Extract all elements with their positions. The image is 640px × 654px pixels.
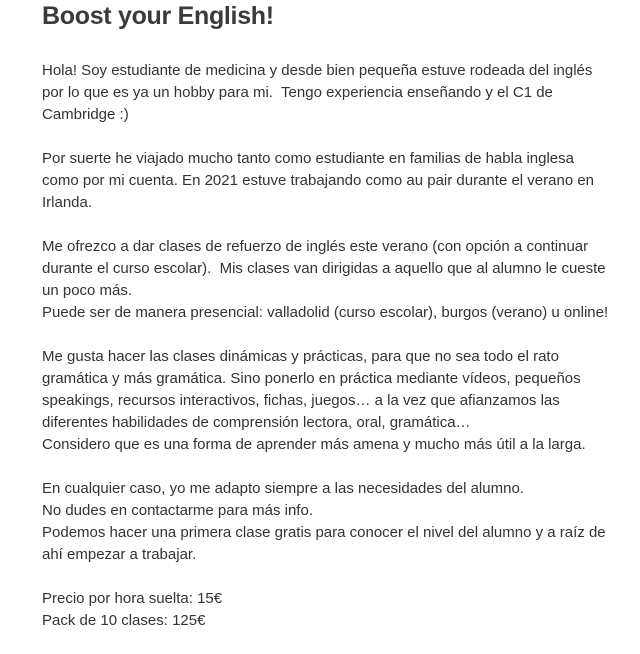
text-line: durante el curso escolar). Mis clases van dirigidas a aquello que al alumno le cueste <box>42 260 606 277</box>
text-line: ahí empezar a trabajar. <box>42 546 197 563</box>
text-line: Hola! Soy estudiante de medicina y desde bien pequeña estuve rodeada del inglés <box>42 62 593 79</box>
paragraph <box>42 60 632 126</box>
text-line: Me gusta hacer las clases dinámicas y prácticas, para que no sea todo el rato <box>42 348 559 365</box>
text-line: En cualquier caso, yo me adapto siempre a las necesidades del alumno. <box>42 480 524 497</box>
text-line: como por mi cuenta. En 2021 estuve trabajando como au pair durante el verano en <box>42 172 595 189</box>
text-line: por lo que es ya un hobby para mi. Tengo experiencia enseñando y el C1 de <box>42 84 553 101</box>
text-line: Por suerte he viajado mucho tanto como estudiante en familias de habla inglesa <box>42 150 574 167</box>
text-line: un poco más. <box>42 282 133 299</box>
text-line: No dudes en contactarme para más info. <box>42 502 313 519</box>
text-line: Considero que es una forma de aprender más amena y mucho más útil a la larga. <box>42 436 586 453</box>
text-line: Me ofrezco a dar clases de refuerzo de inglés este verano (con opción a continuar <box>42 238 589 255</box>
text-line: Puede ser de manera presencial: valladolid (curso escolar), burgos (verano) u online! <box>42 304 609 321</box>
paragraph <box>42 588 632 632</box>
text-line: Precio por hora suelta: 15€ <box>42 590 223 607</box>
paragraph <box>42 478 632 566</box>
text-line: Cambridge :) <box>42 106 129 123</box>
text-line: Pack de 10 clases: 125€ <box>42 612 206 629</box>
paragraph <box>42 236 632 324</box>
text-line: Irlanda. <box>42 194 93 211</box>
paragraph <box>42 346 632 456</box>
text-line: diferentes habilidades de comprensión lectora, oral, gramática… <box>42 414 471 431</box>
description-body <box>42 60 632 654</box>
text-line: speakings, recursos interactivos, fichas, juegos… a la vez que afianzamos las <box>42 392 560 409</box>
page-title: Boost your English! <box>42 2 274 30</box>
text-line: Podemos hacer una primera clase gratis para conocer el nivel del alumno y a raíz de <box>42 524 606 541</box>
text-line: gramática y más gramática. Sino ponerlo en práctica mediante vídeos, pequeños <box>42 370 581 387</box>
paragraph <box>42 148 632 214</box>
